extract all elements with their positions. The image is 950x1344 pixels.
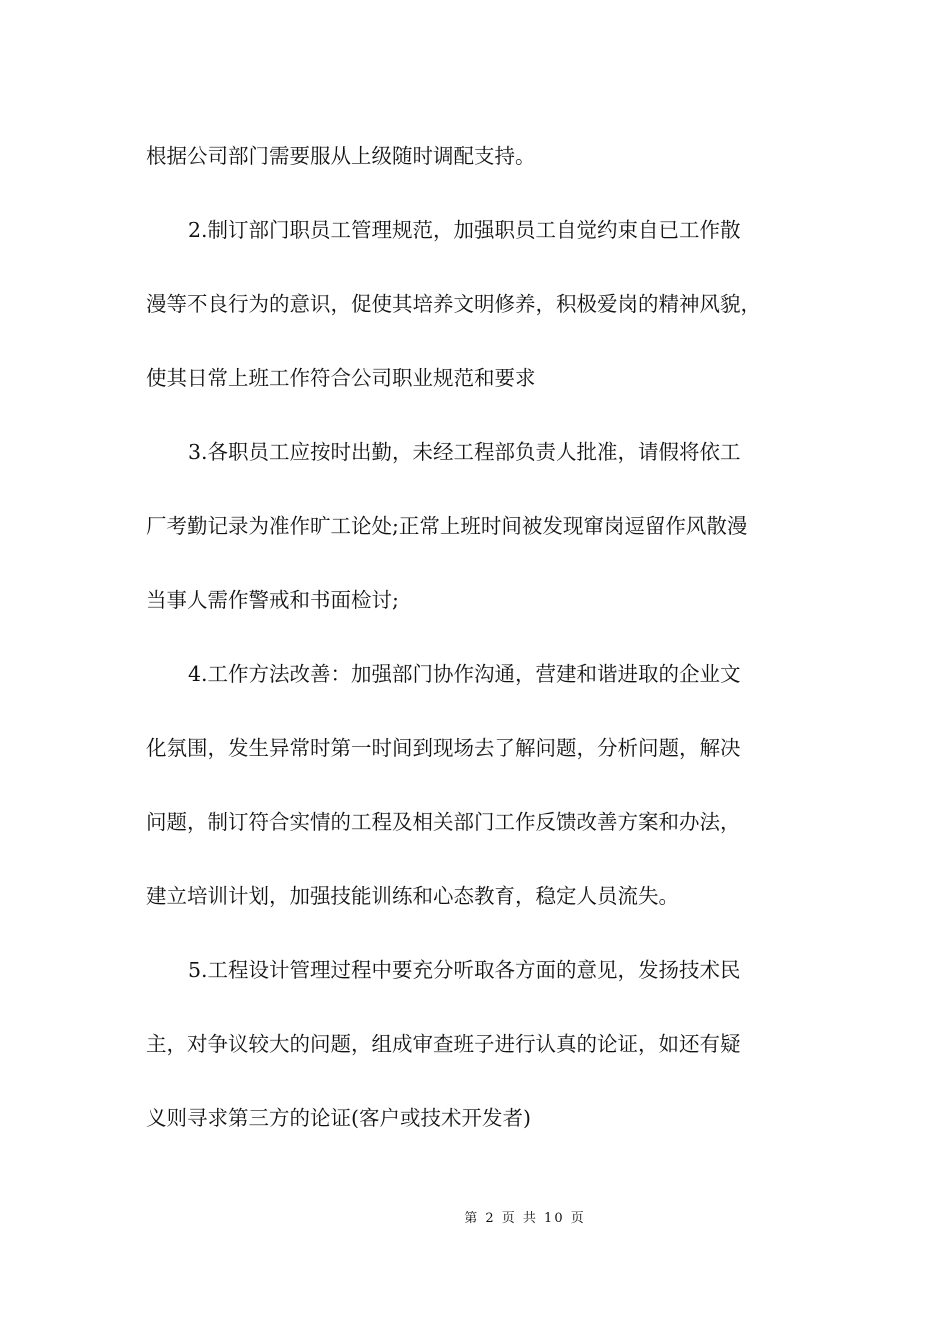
text-line-13: 主，对争议较大的问题，组成审查班子进行认真的论证，如还有疑: [146, 1032, 741, 1056]
text-line-12: 5.工程设计管理过程中要充分听取各方面的意见，发扬技术民: [188, 958, 741, 982]
text-line-7: 当事人需作警戒和书面检讨;: [146, 588, 399, 612]
text-line-1: 根据公司部门需要服从上级随时调配支持。: [146, 144, 536, 168]
text-line-9: 化氛围，发生异常时第一时间到现场去了解问题，分析问题，解决: [146, 736, 741, 760]
text-line-3: 漫等不良行为的意识，促使其培养文明修养，积极爱岗的精神风貌，: [146, 292, 761, 316]
text-line-14: 义则寻求第三方的论证(客户或技术开发者): [146, 1106, 531, 1130]
text-line-6: 厂考勤记录为准作旷工论处;正常上班时间被发现窜岗逗留作风散漫: [146, 514, 748, 538]
text-line-10: 问题，制订符合实情的工程及相关部门工作反馈改善方案和办法，: [146, 810, 741, 834]
text-line-11: 建立培训计划，加强技能训练和心态教育，稳定人员流失。: [146, 884, 679, 908]
text-line-4: 使其日常上班工作符合公司职业规范和要求: [146, 366, 536, 390]
text-line-8: 4.工作方法改善：加强部门协作沟通，营建和谐进取的企业文: [188, 662, 741, 686]
text-line-5: 3.各职员工应按时出勤，未经工程部负责人批准，请假将依工: [188, 440, 741, 464]
document-body: [146, 132, 816, 1168]
page-number-footer: 第 2 页 共 10 页: [464, 1211, 586, 1226]
text-line-2: 2.制订部门职员工管理规范，加强职员工自觉约束自已工作散: [188, 218, 741, 242]
